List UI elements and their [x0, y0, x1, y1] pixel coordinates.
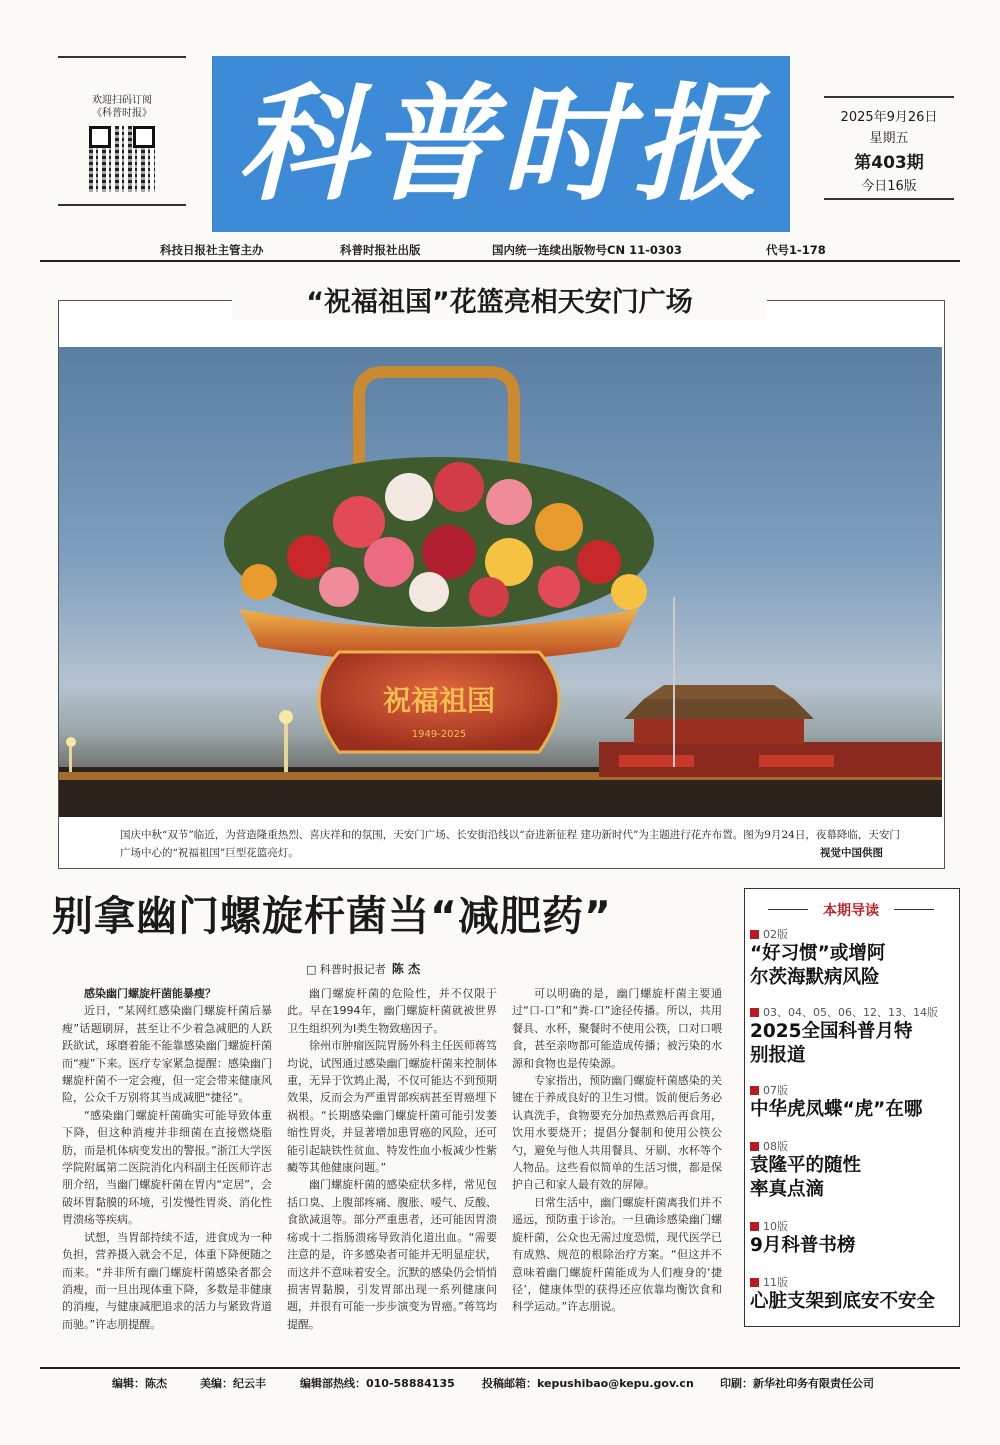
footer-editor: 编辑：陈杰	[112, 1377, 167, 1390]
guide-item[interactable]	[750, 1140, 958, 1202]
article-paragraph: “感染幽门螺旋杆菌确实可能导致体重下降，但这种消瘦并非细菌在直接燃烧脂肪，而是机体病变发出的警报。”浙江大学医学院附属第二医院消化内科副主任医师许志朋介绍，当幽门螺旋杆菌在胃内“定居”，会破坏胃黏膜的环境，引发慢性胃炎、消化性胃溃疡等疾病。	[62, 1108, 272, 1227]
byline	[306, 960, 420, 977]
guide-page-label: 10版	[750, 1220, 958, 1234]
qr-caption	[58, 94, 186, 120]
guide-headline: 9月科普书榜	[750, 1235, 856, 1256]
article-subhead: 感染幽门螺旋杆菌能暴瘦？	[84, 987, 216, 1000]
issue-info	[824, 96, 954, 200]
issue-date: 2025年9月26日	[840, 110, 938, 125]
footer-bar	[40, 1367, 960, 1393]
article-paragraph: 幽门螺旋杆菌的感染症状多样，常见包括口臭、上腹部疼痛、腹胀、嗳气、反酸、食欲减退等。部分严重患者，还可能因胃溃疡或十二指肠溃疡导致消化道出血。“需要注意的是，许多感染者可能并无明显症状，而这并不意味着安全。沉默的感染仍会悄悄损害胃黏膜，引发胃部出现一系列健康问题，并很有可能一步步演变为胃癌。”蒋笃均提醒。	[287, 1178, 497, 1331]
qr-caption-line2: 《科普时报》	[92, 108, 152, 119]
guide-page-label: 08版	[750, 1140, 958, 1154]
basket-years: 1949-2025	[411, 729, 467, 740]
guide-page-label: 02版	[750, 928, 958, 942]
photo-credit: 视觉中国供图	[820, 847, 883, 859]
guide-item[interactable]	[750, 928, 958, 990]
guide-page-label: 07版	[750, 1084, 958, 1098]
qr-caption-line1: 欢迎扫码订阅	[92, 95, 152, 106]
flower-basket-illustration	[59, 347, 942, 817]
byline-box-icon: □	[306, 963, 317, 976]
article-paragraph: 日常生活中，幽门螺旋杆菌离我们并不遥远，预防重于诊治。一旦确诊感染幽门螺旋杆菌，公众也无需过度恐慌，现代医学已有成熟、规范的根除治疗方案。“但这并不意味着幽门螺旋杆菌能成为人们瘦身的‘捷径’，健康体型的获得还应依靠均衡饮食和科学运动。”许志朋说。	[512, 1195, 722, 1314]
article-column-1	[62, 985, 272, 1333]
footer-email[interactable]: 投稿邮箱：kepushibao@kepu.gov.cn	[482, 1377, 694, 1390]
guide-headline: 2025全国科普月特别报道	[750, 1021, 913, 1066]
article-paragraph: 试想，当胃部持续不适，进食成为一种负担，营养摄入就会不足，体重下降便随之而来。“并非所有幽门螺旋杆菌感染者都会消瘦，而一旦出现体重下降，多数是非健康的消瘦，与健康减肥追求的活力与紧致背道而驰。”许志朋提醒。	[62, 1230, 272, 1331]
publication-info-bar	[40, 240, 960, 262]
masthead	[212, 56, 790, 232]
issue-page-count: 今日16版	[861, 179, 917, 194]
flower-arrangement	[224, 457, 654, 627]
guide-item[interactable]	[750, 1276, 958, 1314]
guide-headline: 中华虎凤蝶“虎”在哪	[750, 1099, 923, 1120]
postal-code: 代号1-178	[766, 243, 826, 257]
issue-weekday: 星期五	[869, 131, 909, 146]
article-paragraph: 徐州市肿瘤医院胃肠外科主任医师蒋笃均说，试图通过感染幽门螺旋杆菌来控制体重，无异于饮鸩止渴，不仅可能达不到预期效果，反而会为严重胃部疾病甚至胃癌埋下祸根。“长期感染幽门螺旋杆菌可能引发萎缩性胃炎，并显著增加患胃癌的风险，还可能引起缺铁性贫血、特发性血小板减少性紫癜等其他健康问题。”	[287, 1039, 497, 1175]
tiananmen-gate-icon	[599, 685, 942, 777]
issue-number: 第403期	[854, 153, 924, 173]
article-column-2	[287, 985, 497, 1333]
sponsor: 科技日报社主管主办	[160, 243, 264, 257]
flower-basket-photo	[59, 347, 942, 817]
guide-headline: 袁隆平的随性率真点滴	[750, 1155, 862, 1200]
article-paragraph: 专家指出，预防幽门螺旋杆菌感染的关键在于养成良好的卫生习惯。饭前便后务必认真洗手，食物要充分加热煮熟后再食用，饮用水要烧开；提倡分餐制和使用公筷公勺，避免与他人共用餐具、牙刷、水杯等个人物品。这些看似简单的生活习惯，都是保护自己和家人最有效的屏障。	[512, 1074, 722, 1192]
guide-page-label: 11版	[750, 1276, 958, 1290]
publisher: 科普时报社出版	[340, 243, 421, 257]
footer-printer: 印刷：新华社印务有限责任公司	[720, 1377, 874, 1390]
guide-item[interactable]	[750, 1006, 958, 1068]
guide-headline: 心脏支架到底安不安全	[750, 1291, 936, 1312]
guide-item[interactable]	[750, 1084, 958, 1122]
byline-name: 陈 杰	[391, 962, 421, 976]
guide-headline: “好习惯”或增阿尔茨海默病风险	[750, 943, 886, 988]
basket-text: 祝福祖国	[382, 684, 496, 717]
article-paragraph: 近日，“某网红感染幽门螺旋杆菌后暴瘦”话题刷屏，甚至让不少着急减肥的人跃跃欲试，琢磨着能不能靠感染幽门螺旋杆菌而“瘦”下来。医疗专家紧急提醒：感染幽门螺旋杆菌不一定会瘦，但一定会带来健康风险，公众千万别将其当成减肥“捷径”。	[62, 1004, 272, 1105]
article-paragraph: 幽门螺旋杆菌的危险性，并不仅限于此。早在1994年，幽门螺旋杆菌就被世界卫生组织列为Ⅰ类生物致癌因子。	[287, 987, 497, 1035]
photo-caption: 国庆中秋“双节”临近，为营造隆重热烈、喜庆祥和的氛围，天安门广场、长安街沿线以“奋进新征程 建功新时代”为主题进行花卉布置。图为9月24日，夜幕降临，天安门广场中心的“祝福祖国”巨型花篮亮灯。	[120, 829, 900, 859]
lamp-post-icon	[284, 717, 288, 772]
newspaper-title: 科普时报	[237, 70, 765, 218]
main-article-headline[interactable]: 别拿幽门螺旋杆菌当“减肥药”	[52, 892, 612, 940]
footer-hotline: 编辑部热线：010-58884135	[300, 1377, 455, 1390]
article-column-3	[512, 985, 722, 1316]
footer-art-editor: 美编：纪云丰	[200, 1377, 266, 1390]
cn-number: 国内统一连续出版物号CN 11-0303	[492, 243, 682, 257]
qr-code-icon[interactable]	[89, 126, 155, 192]
photo-story-headline[interactable]: “祝福祖国”花篮亮相天安门广场	[232, 285, 767, 321]
byline-prefix: 科普时报记者	[319, 963, 386, 976]
subscribe-qr-block	[58, 56, 186, 206]
guide-page-label: 03、04、05、06、12、13、14版	[750, 1006, 958, 1020]
article-paragraph: 可以明确的是，幽门螺旋杆菌主要通过“口-口”和“粪-口”途径传播。所以，共用餐具、水杯，聚餐时不使用公筷，口对口喂食，甚至亲吻都可能造成传播；被污染的水源和食物也是传染源。	[512, 987, 722, 1070]
guide-item[interactable]	[750, 1220, 958, 1258]
issue-guide-title: 本期导读	[768, 900, 934, 920]
